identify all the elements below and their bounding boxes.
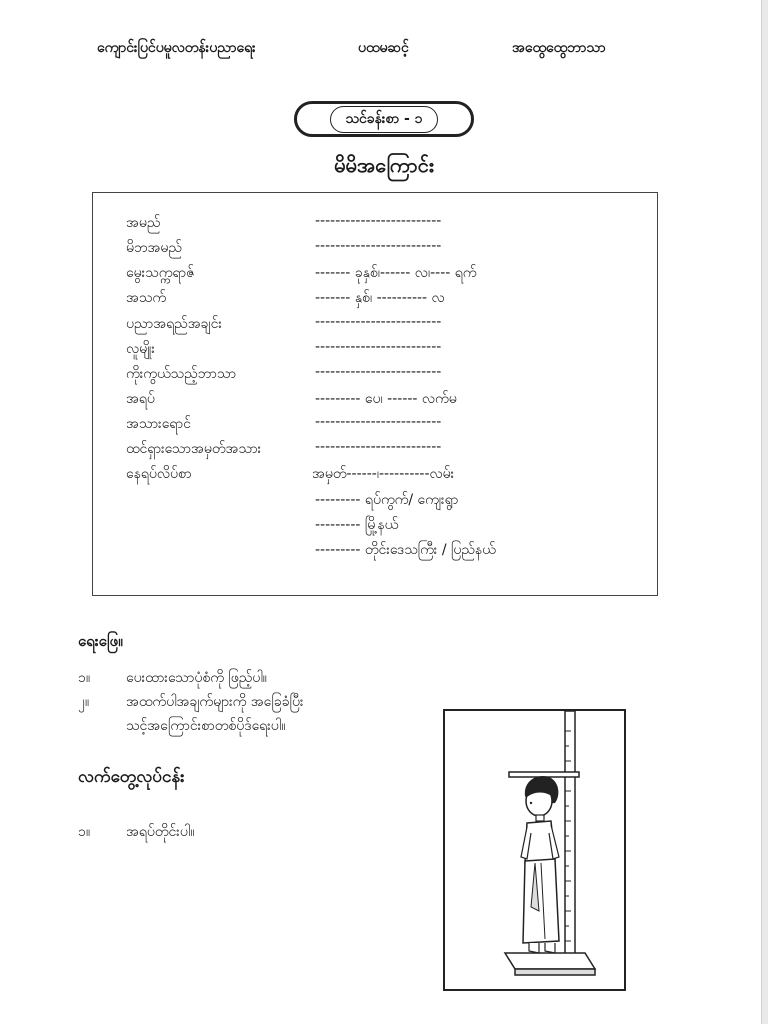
instruction-continuation: သင့်အကြောင်းစာတစ်ပိုဒ်ရေးပါ။ (126, 718, 286, 734)
form-blank[interactable]: အမှတ်------၊----------လမ်း (312, 466, 455, 482)
practice-heading: လက်တွေ့လုပ်ငန်း (78, 767, 185, 787)
form-label: အသက် (126, 290, 167, 306)
form-blank[interactable]: ------------------------- (315, 213, 442, 229)
form-blank[interactable]: ------------------------- (315, 414, 442, 430)
form-row-address-ward (93, 490, 657, 514)
form-row-height (93, 389, 657, 413)
child-height-measurement-illustration (443, 709, 626, 991)
form-row-identifying-mark (93, 439, 657, 463)
form-blank[interactable]: ------------------------- (315, 238, 442, 254)
form-label: ထင်ရှားသောအမှတ်အသား (126, 441, 262, 457)
instruction-number: ၁။ (78, 670, 91, 686)
form-label: ပညာအရည်အချင်း (126, 316, 222, 332)
instruction-number: ၂။ (78, 694, 90, 710)
practice-text: အရပ်တိုင်းပါ။ (126, 824, 195, 840)
instructions-heading: ရေးဖြေ။ (78, 632, 123, 650)
lesson-badge (294, 101, 474, 137)
page-header (0, 38, 768, 62)
personal-info-form (92, 192, 658, 596)
form-label: နေရပ်လိပ်စာ (126, 466, 192, 482)
form-row-ethnicity (93, 339, 657, 363)
form-blank[interactable]: --------- မြို့နယ် (315, 517, 399, 533)
form-row-address (93, 464, 657, 488)
form-blank[interactable]: --------- ရပ်ကွက်/ ကျေးရွာ (315, 492, 459, 508)
form-blank[interactable]: --------- တိုင်းဒေသကြီး / ပြည်နယ် (315, 542, 496, 558)
form-label: မိဘအမည် (126, 240, 182, 256)
header-program-title: ကျောင်းပြင်ပမူလတန်းပညာရေး (97, 40, 256, 56)
form-row-address-township (93, 515, 657, 539)
form-blank[interactable]: ------------------------- (315, 364, 442, 380)
instruction-text: အထက်ပါအချက်များကို အခြေခံပြီး (126, 694, 304, 710)
form-label: အရပ် (126, 391, 155, 407)
lesson-number: သင်ခန်းစာ - ၁ (330, 106, 437, 133)
form-blank[interactable]: ------- နှစ်၊ ---------- လ (315, 290, 445, 306)
practice-number: ၁။ (78, 824, 91, 840)
header-level: ပထမဆင့် (358, 40, 409, 56)
header-subject: အထွေထွေဘာသာ (512, 40, 606, 56)
form-row-complexion (93, 414, 657, 438)
form-row-address-region (93, 540, 657, 564)
form-blank[interactable]: ------------------------- (315, 439, 442, 455)
form-row-education (93, 314, 657, 338)
form-row-age (93, 288, 657, 312)
form-row-religion (93, 364, 657, 388)
form-blank[interactable]: ------------------------- (315, 314, 442, 330)
form-blank[interactable]: ------- ခုနှစ်၊------ လ၊---- ရက် (315, 265, 477, 281)
form-label: အမည် (126, 215, 161, 231)
instruction-text: ပေးထားသောပုံစံကို ဖြည့်ပါ။ (126, 670, 267, 686)
form-label: အသားရောင် (126, 416, 191, 432)
form-label: ကိုးကွယ်သည့်ဘာသာ (126, 366, 237, 382)
form-row-birth-date (93, 263, 657, 287)
form-blank[interactable]: ------------------------- (315, 339, 442, 355)
form-row-name (93, 213, 657, 237)
form-row-parent-name (93, 238, 657, 262)
form-label: လူမျိုး (126, 341, 155, 357)
page-title: မိမိအကြောင်း (334, 153, 434, 177)
form-blank[interactable]: --------- ပေ၊ ------ လက်မ (315, 391, 457, 407)
child-measuring-height-icon (445, 711, 623, 988)
form-label: မွေးသက္ကရာဇ် (126, 265, 195, 281)
